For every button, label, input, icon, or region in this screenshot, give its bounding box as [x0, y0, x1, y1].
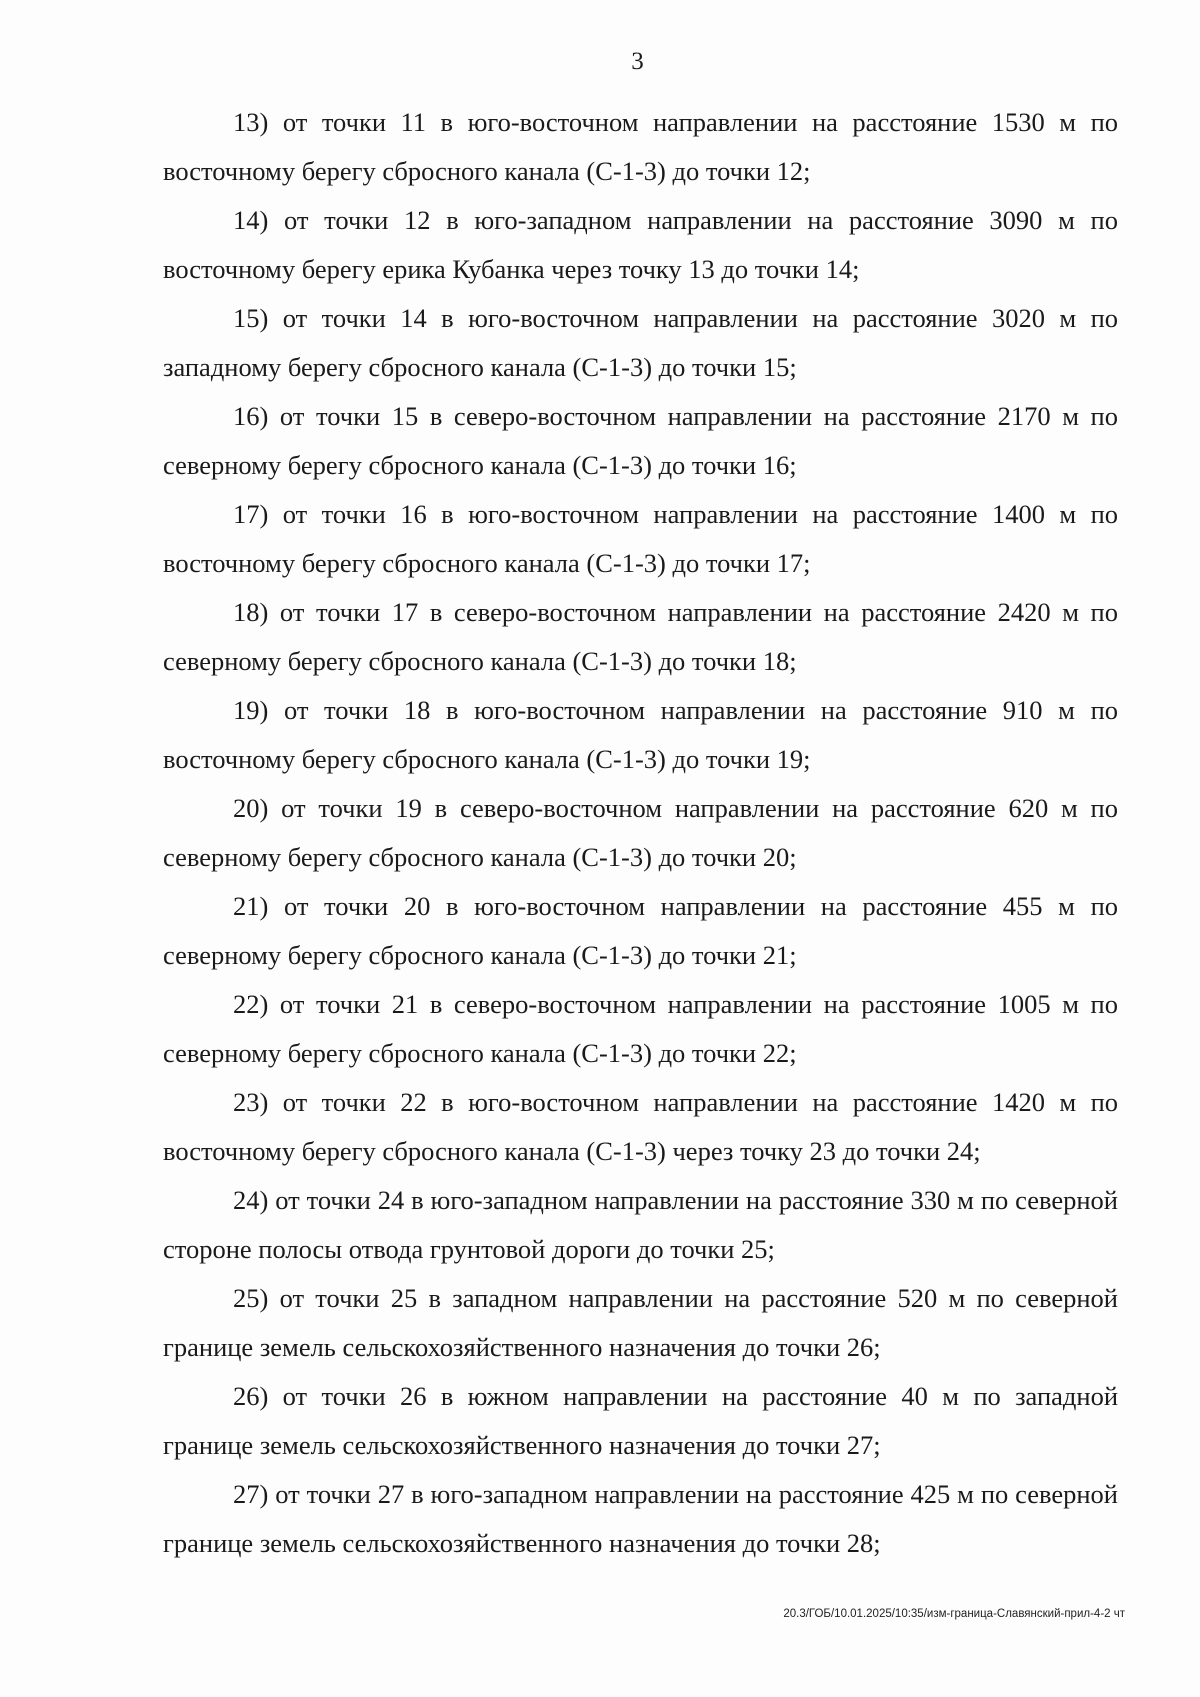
boundary-segment-23: 23) от точки 22 в юго-восточном направлении на расстояние 1420 м по восточному берегу сбросного канала (С-1-3) через точку 23 до точки 24;	[163, 1087, 1118, 1166]
page-number: 3	[631, 48, 644, 75]
boundary-segment-17: 17) от точки 16 в юго-восточном направлении на расстояние 1400 м по восточному берегу сбросного канала (С-1-3) до точки 17;	[163, 499, 1118, 578]
boundary-segment-16: 16) от точки 15 в северо-восточном направлении на расстояние 2170 м по северному берегу сбросного канала (С-1-3) до точки 16;	[163, 401, 1118, 480]
boundary-description-list	[163, 98, 1118, 1568]
boundary-segment-26: 26) от точки 26 в южном направлении на расстояние 40 м по западной границе земель сельскохозяйственного назначения до точки 27;	[163, 1381, 1118, 1460]
boundary-segment-14: 14) от точки 12 в юго-западном направлении на расстояние 3090 м по восточному берегу ерика Кубанка через точку 13 до точки 14;	[163, 205, 1118, 284]
boundary-segment-15: 15) от точки 14 в юго-восточном направлении на расстояние 3020 м по западному берегу сбросного канала (С-1-3) до точки 15;	[163, 303, 1118, 382]
boundary-segment-24: 24) от точки 24 в юго-западном направлении на расстояние 330 м по северной стороне полосы отвода грунтовой дороги до точки 25;	[163, 1185, 1118, 1264]
boundary-segment-22: 22) от точки 21 в северо-восточном направлении на расстояние 1005 м по северному берегу сбросного канала (С-1-3) до точки 22;	[163, 989, 1118, 1068]
boundary-segment-25: 25) от точки 25 в западном направлении на расстояние 520 м по северной границе земель сельскохозяйственного назначения до точки 26;	[163, 1283, 1118, 1362]
document-footer-reference: 20.3/ГОБ/10.01.2025/10:35/изм-граница-Славянский-прил-4-2 чт	[783, 1608, 1125, 1620]
boundary-segment-27: 27) от точки 27 в юго-западном направлении на расстояние 425 м по северной границе земель сельскохозяйственного назначения до точки 28;	[163, 1479, 1118, 1558]
boundary-segment-21: 21) от точки 20 в юго-восточном направлении на расстояние 455 м по северному берегу сбросного канала (С-1-3) до точки 21;	[163, 891, 1118, 970]
boundary-segment-20: 20) от точки 19 в северо-восточном направлении на расстояние 620 м по северному берегу сбросного канала (С-1-3) до точки 20;	[163, 793, 1118, 872]
boundary-segment-19: 19) от точки 18 в юго-восточном направлении на расстояние 910 м по восточному берегу сбросного канала (С-1-3) до точки 19;	[163, 695, 1118, 774]
boundary-segment-18: 18) от точки 17 в северо-восточном направлении на расстояние 2420 м по северному берегу сбросного канала (С-1-3) до точки 18;	[163, 597, 1118, 676]
boundary-segment-13: 13) от точки 11 в юго-восточном направлении на расстояние 1530 м по восточному берегу сбросного канала (С-1-3) до точки 12;	[163, 107, 1118, 186]
